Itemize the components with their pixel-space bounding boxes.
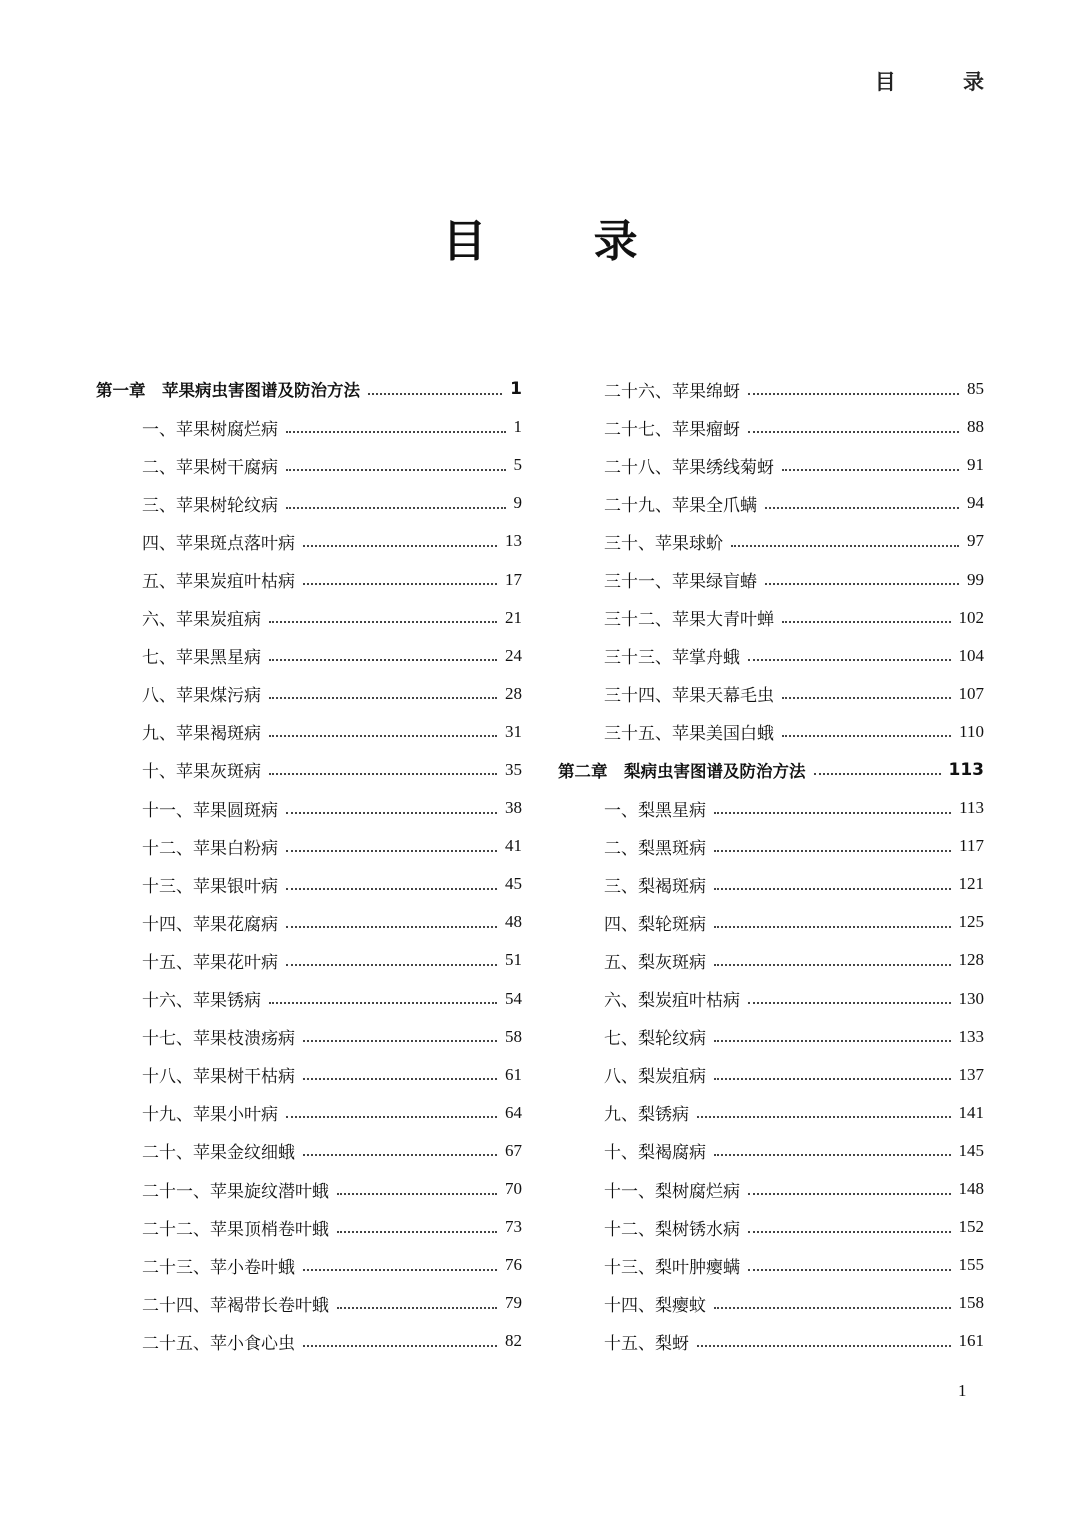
toc-entry-page: 137 bbox=[958, 1064, 984, 1084]
dot-leader bbox=[337, 1306, 497, 1309]
toc-entry-title: 二十四、苹褐带长卷叶蛾 bbox=[142, 1295, 329, 1316]
toc-entry-title: 十六、苹果锈病 bbox=[142, 991, 261, 1012]
toc-entry-page: 99 bbox=[967, 569, 984, 589]
toc-entry-title: 十七、苹果枝溃疡病 bbox=[142, 1029, 295, 1050]
toc-entry-page: 17 bbox=[505, 569, 522, 589]
dot-leader bbox=[697, 1115, 951, 1118]
toc-entry-title: 三、梨褐斑病 bbox=[604, 876, 706, 897]
toc-entry-title: 五、梨灰斑病 bbox=[604, 952, 706, 973]
toc-entry-title: 八、梨炭疽病 bbox=[604, 1067, 706, 1088]
toc-entry-page: 21 bbox=[505, 607, 522, 627]
toc-entry[interactable] bbox=[96, 1170, 522, 1208]
toc-entry-title: 二十九、苹果全爪螨 bbox=[604, 495, 757, 516]
toc-entry-title: 五、苹果炭疽叶枯病 bbox=[142, 572, 295, 593]
toc-entry[interactable] bbox=[96, 1284, 522, 1322]
toc-entry-title: 十八、苹果树干枯病 bbox=[142, 1067, 295, 1088]
toc-entry[interactable] bbox=[96, 522, 522, 560]
toc-entry-page: 125 bbox=[958, 912, 984, 932]
toc-entry-title: 十五、梨蚜 bbox=[604, 1333, 689, 1354]
toc-entry[interactable] bbox=[558, 1322, 984, 1360]
toc-entry[interactable] bbox=[96, 865, 522, 903]
dot-leader bbox=[814, 772, 941, 775]
toc-entry-title: 三、苹果树轮纹病 bbox=[142, 495, 278, 516]
toc-entry[interactable] bbox=[558, 522, 984, 560]
toc-entry-title: 六、梨炭疽叶枯病 bbox=[604, 991, 740, 1012]
toc-entry-title: 一、苹果树腐烂病 bbox=[142, 419, 278, 440]
toc-entry[interactable] bbox=[558, 1132, 984, 1170]
toc-entry-page: 13 bbox=[505, 531, 522, 551]
toc-entry-page: 85 bbox=[967, 379, 984, 399]
dot-leader bbox=[303, 544, 497, 547]
toc-entry[interactable] bbox=[96, 903, 522, 941]
dot-leader bbox=[714, 1077, 951, 1080]
page-number: 1 bbox=[958, 1381, 967, 1400]
toc-entry[interactable] bbox=[96, 484, 522, 522]
toc-entry-page: 31 bbox=[505, 721, 522, 741]
toc-entry[interactable] bbox=[96, 1094, 522, 1132]
toc-entry[interactable] bbox=[558, 599, 984, 637]
toc-entry-title: 二十二、苹果顶梢卷叶蛾 bbox=[142, 1219, 329, 1240]
toc-entry-page: 88 bbox=[967, 417, 984, 437]
toc-entry[interactable] bbox=[96, 751, 522, 789]
toc-entry-page: 110 bbox=[959, 721, 984, 741]
dot-leader bbox=[765, 506, 959, 509]
toc-entry-title: 十二、苹果白粉病 bbox=[142, 838, 278, 859]
toc-entry[interactable] bbox=[558, 1208, 984, 1246]
toc-entry-page: 128 bbox=[958, 950, 984, 970]
toc-entry-page: 58 bbox=[505, 1026, 522, 1046]
toc-entry-page: 5 bbox=[513, 455, 522, 475]
toc-entry[interactable] bbox=[96, 560, 522, 598]
dot-leader bbox=[714, 1039, 951, 1042]
toc-entry[interactable] bbox=[558, 789, 984, 827]
toc-entry[interactable] bbox=[558, 484, 984, 522]
toc-entry-page: 133 bbox=[958, 1026, 984, 1046]
toc-entry[interactable] bbox=[96, 713, 522, 751]
toc-entry-page: 9 bbox=[513, 493, 522, 513]
toc-entry-page: 54 bbox=[505, 988, 522, 1008]
toc-entry-page: 61 bbox=[505, 1064, 522, 1084]
dot-leader bbox=[303, 1077, 497, 1080]
toc-entry-page: 1 bbox=[510, 379, 522, 400]
toc-entry-page: 152 bbox=[958, 1217, 984, 1237]
dot-leader bbox=[269, 1001, 497, 1004]
dot-leader bbox=[748, 1268, 951, 1271]
dot-leader bbox=[714, 963, 951, 966]
toc-entry-page: 45 bbox=[505, 874, 522, 894]
toc-entry-page: 41 bbox=[505, 836, 522, 856]
dot-leader bbox=[286, 1115, 497, 1118]
toc-entry[interactable] bbox=[96, 446, 522, 484]
toc-entry-title: 二十八、苹果绣线菊蚜 bbox=[604, 457, 774, 478]
toc-entry[interactable] bbox=[558, 827, 984, 865]
running-head: 目 录 bbox=[874, 70, 1014, 94]
toc-entry-page: 28 bbox=[505, 683, 522, 703]
dot-leader bbox=[303, 582, 497, 585]
toc-entry-page: 67 bbox=[505, 1140, 522, 1160]
toc-entry[interactable] bbox=[558, 1056, 984, 1094]
toc-entry[interactable] bbox=[96, 941, 522, 979]
toc-entry-title: 第一章 苹果病虫害图谱及防治方法 bbox=[96, 381, 360, 401]
toc-entry-title: 十、苹果灰斑病 bbox=[142, 762, 261, 783]
toc-entry-title: 十、梨褐腐病 bbox=[604, 1143, 706, 1164]
toc-entry-title: 第二章 梨病虫害图谱及防治方法 bbox=[558, 761, 806, 781]
page-title: 目 录 bbox=[442, 216, 684, 267]
dot-leader bbox=[337, 1192, 497, 1195]
toc-entry-page: 73 bbox=[505, 1217, 522, 1237]
toc-entry-title: 四、苹果斑点落叶病 bbox=[142, 533, 295, 554]
toc-entry-page: 145 bbox=[958, 1140, 984, 1160]
toc-entry[interactable] bbox=[96, 827, 522, 865]
dot-leader bbox=[269, 696, 497, 699]
dot-leader bbox=[286, 430, 506, 433]
toc-entry-title: 二十三、苹小卷叶蛾 bbox=[142, 1257, 295, 1278]
toc-entry-title: 七、苹果黑星病 bbox=[142, 648, 261, 669]
toc-entry-page: 51 bbox=[505, 950, 522, 970]
toc-entry[interactable] bbox=[96, 1018, 522, 1056]
toc-entry[interactable] bbox=[558, 1170, 984, 1208]
dot-leader bbox=[697, 1344, 951, 1347]
toc-entry[interactable] bbox=[558, 408, 984, 446]
toc-entry-page: 104 bbox=[958, 645, 984, 665]
dot-leader bbox=[337, 1230, 497, 1233]
toc-entry-title: 十五、苹果花叶病 bbox=[142, 952, 278, 973]
toc-entry[interactable] bbox=[96, 408, 522, 446]
toc-entry-title: 八、苹果煤污病 bbox=[142, 686, 261, 707]
dot-leader bbox=[269, 658, 497, 661]
toc-entry-page: 76 bbox=[505, 1255, 522, 1275]
toc-entry-title: 三十四、苹果天幕毛虫 bbox=[604, 686, 774, 707]
dot-leader bbox=[714, 811, 951, 814]
toc-entry-title: 三十二、苹果大青叶蝉 bbox=[604, 610, 774, 631]
toc-entry-page: 79 bbox=[505, 1293, 522, 1313]
toc-entry-title: 二十五、苹小食心虫 bbox=[142, 1333, 295, 1354]
toc-entry-title: 十一、梨树腐烂病 bbox=[604, 1181, 740, 1202]
toc-entry-page: 35 bbox=[505, 759, 522, 779]
toc-entry-title: 二十、苹果金纹细蛾 bbox=[142, 1143, 295, 1164]
toc-entry-title: 二十一、苹果旋纹潜叶蛾 bbox=[142, 1181, 329, 1202]
toc-entry-page: 94 bbox=[967, 493, 984, 513]
toc-entry[interactable] bbox=[558, 1094, 984, 1132]
toc-entry-title: 九、苹果褐斑病 bbox=[142, 724, 261, 745]
toc-entry[interactable] bbox=[96, 1132, 522, 1170]
toc-entry[interactable] bbox=[558, 1018, 984, 1056]
toc-entry-title: 十三、苹果银叶病 bbox=[142, 876, 278, 897]
dot-leader bbox=[765, 582, 959, 585]
toc-entry-page: 117 bbox=[959, 836, 984, 856]
toc-entry-page: 148 bbox=[958, 1179, 984, 1199]
toc-entry-page: 91 bbox=[967, 455, 984, 475]
dot-leader bbox=[714, 1306, 951, 1309]
toc-entry-title: 十一、苹果圆斑病 bbox=[142, 800, 278, 821]
toc-entry-page: 113 bbox=[948, 759, 984, 780]
dot-leader bbox=[731, 544, 959, 547]
toc-entry-title: 三十三、苹掌舟蛾 bbox=[604, 648, 740, 669]
toc-entry-page: 24 bbox=[505, 645, 522, 665]
toc-entry[interactable] bbox=[558, 941, 984, 979]
toc-entry-page: 38 bbox=[505, 798, 522, 818]
toc-entry-page: 82 bbox=[505, 1331, 522, 1351]
dot-leader bbox=[269, 772, 497, 775]
dot-leader bbox=[303, 1153, 497, 1156]
toc-entry-page: 158 bbox=[958, 1293, 984, 1313]
dot-leader bbox=[286, 925, 497, 928]
toc-entry-title: 二十六、苹果绵蚜 bbox=[604, 381, 740, 402]
toc-entry[interactable] bbox=[558, 370, 984, 408]
dot-leader bbox=[714, 887, 951, 890]
toc-entry[interactable] bbox=[558, 637, 984, 675]
toc-entry[interactable] bbox=[96, 1322, 522, 1360]
dot-leader bbox=[748, 1230, 951, 1233]
toc-entry[interactable] bbox=[558, 865, 984, 903]
toc-entry-title: 三十一、苹果绿盲蝽 bbox=[604, 572, 757, 593]
toc-entry-title: 四、梨轮斑病 bbox=[604, 914, 706, 935]
toc-entry-page: 1 bbox=[513, 417, 522, 437]
toc-entry[interactable] bbox=[96, 675, 522, 713]
toc-entry[interactable] bbox=[558, 1284, 984, 1322]
dot-leader bbox=[286, 811, 497, 814]
toc-entry-title: 二、梨黑斑病 bbox=[604, 838, 706, 859]
toc-right-column bbox=[558, 370, 984, 1360]
toc-chapter-entry[interactable] bbox=[558, 751, 984, 789]
dot-leader bbox=[714, 849, 951, 852]
dot-leader bbox=[269, 734, 497, 737]
toc-entry-title: 十三、梨叶肿瘿螨 bbox=[604, 1257, 740, 1278]
dot-leader bbox=[286, 963, 497, 966]
dot-leader bbox=[782, 468, 959, 471]
toc-entry-title: 三十、苹果球蚧 bbox=[604, 533, 723, 554]
dot-leader bbox=[748, 430, 959, 433]
toc-entry-page: 64 bbox=[505, 1102, 522, 1122]
dot-leader bbox=[286, 849, 497, 852]
toc-entry-page: 70 bbox=[505, 1179, 522, 1199]
dot-leader bbox=[286, 887, 497, 890]
toc-entry[interactable] bbox=[558, 675, 984, 713]
toc-entry-title: 二、苹果树干腐病 bbox=[142, 457, 278, 478]
toc-entry[interactable] bbox=[96, 1056, 522, 1094]
dot-leader bbox=[714, 925, 951, 928]
toc-entry[interactable] bbox=[96, 637, 522, 675]
toc-entry-title: 十九、苹果小叶病 bbox=[142, 1105, 278, 1126]
toc-entry-title: 十四、苹果花腐病 bbox=[142, 914, 278, 935]
toc-entry-title: 六、苹果炭疽病 bbox=[142, 610, 261, 631]
toc-entry-page: 121 bbox=[958, 874, 984, 894]
dot-leader bbox=[303, 1268, 497, 1271]
dot-leader bbox=[286, 506, 506, 509]
toc-entry-page: 97 bbox=[967, 531, 984, 551]
dot-leader bbox=[748, 1001, 951, 1004]
dot-leader bbox=[782, 696, 951, 699]
dot-leader bbox=[303, 1344, 497, 1347]
toc-entry-page: 161 bbox=[958, 1331, 984, 1351]
toc-entry-title: 十四、梨瘿蚊 bbox=[604, 1295, 706, 1316]
dot-leader bbox=[782, 734, 951, 737]
toc-entry-title: 一、梨黑星病 bbox=[604, 800, 706, 821]
dot-leader bbox=[368, 392, 502, 395]
toc-entry[interactable] bbox=[558, 713, 984, 751]
dot-leader bbox=[782, 620, 951, 623]
toc-entry-title: 九、梨锈病 bbox=[604, 1105, 689, 1126]
dot-leader bbox=[303, 1039, 497, 1042]
toc-entry[interactable] bbox=[96, 1208, 522, 1246]
toc-entry[interactable] bbox=[96, 789, 522, 827]
toc-entry-page: 155 bbox=[958, 1255, 984, 1275]
toc-entry-title: 七、梨轮纹病 bbox=[604, 1029, 706, 1050]
toc-entry[interactable] bbox=[558, 903, 984, 941]
toc-left-column bbox=[96, 370, 522, 1360]
toc-entry-title: 三十五、苹果美国白蛾 bbox=[604, 724, 774, 745]
dot-leader bbox=[286, 468, 506, 471]
toc-entry[interactable] bbox=[558, 980, 984, 1018]
toc-entry[interactable] bbox=[96, 1246, 522, 1284]
dot-leader bbox=[714, 1153, 951, 1156]
toc-entry-page: 107 bbox=[958, 683, 984, 703]
toc-entry-page: 130 bbox=[958, 988, 984, 1008]
dot-leader bbox=[269, 620, 497, 623]
toc-entry[interactable] bbox=[96, 980, 522, 1018]
toc-entry[interactable] bbox=[558, 446, 984, 484]
toc-entry[interactable] bbox=[558, 1246, 984, 1284]
dot-leader bbox=[748, 658, 951, 661]
toc-entry-page: 102 bbox=[958, 607, 984, 627]
toc-entry-page: 48 bbox=[505, 912, 522, 932]
toc-entry[interactable] bbox=[96, 599, 522, 637]
toc-entry-page: 141 bbox=[958, 1102, 984, 1122]
dot-leader bbox=[748, 392, 959, 395]
toc-entry-title: 十二、梨树锈水病 bbox=[604, 1219, 740, 1240]
toc-entry-title: 二十七、苹果瘤蚜 bbox=[604, 419, 740, 440]
toc-chapter-entry[interactable] bbox=[96, 370, 522, 408]
dot-leader bbox=[748, 1192, 951, 1195]
toc-entry[interactable] bbox=[558, 560, 984, 598]
toc-entry-page: 113 bbox=[959, 798, 984, 818]
